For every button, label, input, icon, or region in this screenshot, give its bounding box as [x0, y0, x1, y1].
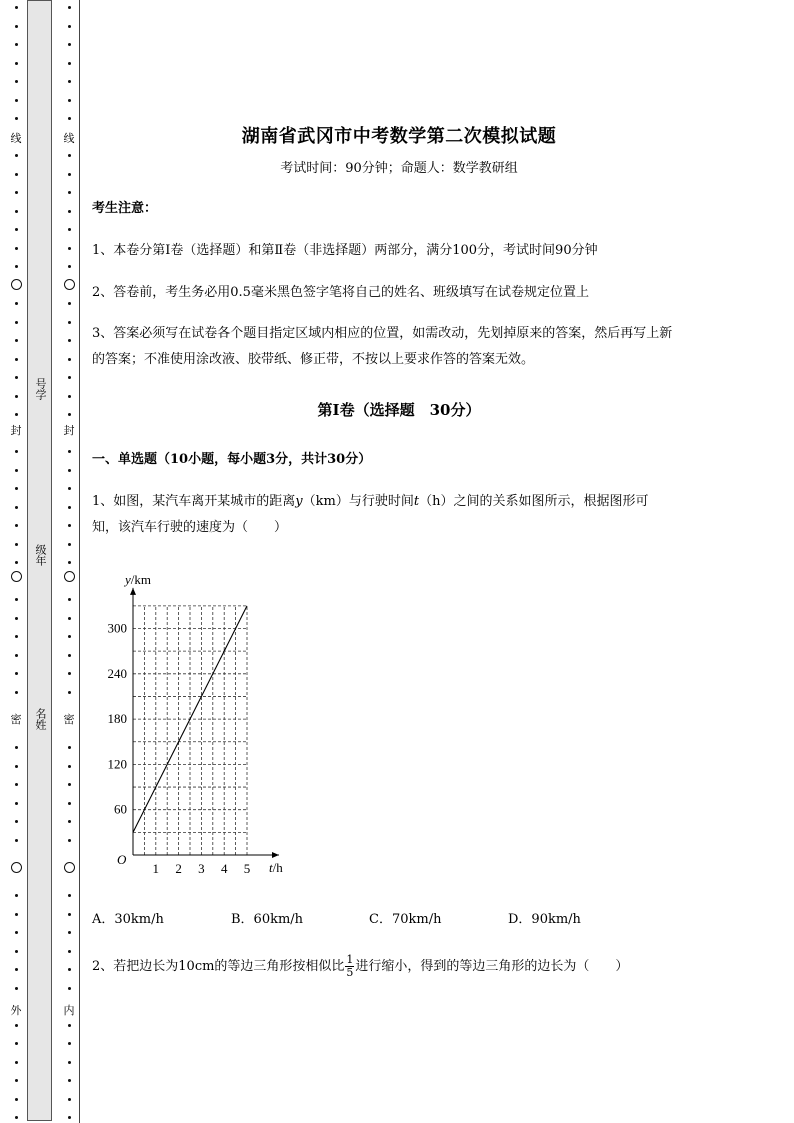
- notice-item: 2、答卷前，考生务必用0.5毫米黑色签字笔将自己的姓名、班级填写在试卷规定位置上: [92, 285, 589, 300]
- binding-dot: [68, 154, 71, 157]
- binding-dot: [15, 1042, 18, 1045]
- binding-dot: [68, 506, 71, 509]
- binding-dot: [68, 173, 71, 176]
- binding-dot: [68, 598, 71, 601]
- binding-mark: 线: [63, 132, 75, 145]
- binding-dot: [68, 80, 71, 83]
- binding-dot: [68, 950, 71, 953]
- option-c[interactable]: C．70km/h: [369, 912, 442, 927]
- binding-dot: [15, 598, 18, 601]
- distance-time-chart: [100, 562, 300, 882]
- binding-dot: [68, 265, 71, 268]
- option-a[interactable]: A．30km/h: [92, 912, 164, 927]
- circle-icon: [64, 862, 75, 873]
- binding-dot: [68, 561, 71, 564]
- circle-icon: [11, 571, 22, 582]
- x-axis-arrow: [272, 852, 279, 858]
- section-title: 第I卷（选择题 30分）: [317, 401, 481, 419]
- circle-icon: [11, 862, 22, 873]
- binding-dot: [68, 524, 71, 527]
- binding-dot: [15, 43, 18, 46]
- binding-dot: [15, 25, 18, 28]
- binding-dot: [68, 765, 71, 768]
- binding-mark: 封: [10, 424, 22, 437]
- binding-dot: [15, 302, 18, 305]
- binding-dot: [68, 228, 71, 231]
- binding-dot: [68, 487, 71, 490]
- binding-dot: [15, 654, 18, 657]
- y-tick-label: 240: [107, 665, 127, 681]
- y-tick-label: 180: [107, 711, 127, 727]
- binding-dot: [15, 543, 18, 546]
- notice-item: 1、本卷分第I卷（选择题）和第Ⅱ卷（非选择题）两部分，满分100分，考试时间90分钟: [92, 243, 598, 258]
- binding-dot: [15, 617, 18, 620]
- fraction: $\frac{1}{5}$: [346, 953, 354, 979]
- option-d[interactable]: D．90km/h: [508, 912, 581, 927]
- binding-dot: [15, 839, 18, 842]
- binding-mark: 线: [10, 132, 22, 145]
- binding-dot: [68, 913, 71, 916]
- binding-dot: [15, 450, 18, 453]
- question-1-text-cont: 知，该汽车行驶的速度为（ ）: [92, 520, 288, 535]
- binding-dot: [68, 1061, 71, 1064]
- binding-dot: [68, 358, 71, 361]
- binding-dot: [15, 802, 18, 805]
- circle-icon: [11, 279, 22, 290]
- binding-dot: [15, 80, 18, 83]
- binding-dot: [15, 228, 18, 231]
- binding-margin: [0, 0, 82, 1123]
- binding-dot: [15, 1116, 18, 1119]
- binding-dot: [68, 302, 71, 305]
- circle-icon: [64, 279, 75, 290]
- notice-heading: 考生注意：: [92, 201, 158, 216]
- binding-dot: [68, 635, 71, 638]
- binding-dot: [15, 968, 18, 971]
- binding-dot: [15, 987, 18, 990]
- binding-dot: [15, 191, 18, 194]
- exam-info: 考试时间：90分钟；命题人：数学教研组: [280, 161, 518, 176]
- x-tick-label: 2: [175, 861, 182, 876]
- binding-dot: [68, 931, 71, 934]
- binding-dot: [68, 6, 71, 9]
- binding-dot: [68, 321, 71, 324]
- y-tick-label: 300: [107, 620, 127, 636]
- binding-dot: [15, 783, 18, 786]
- binding-dot: [15, 746, 18, 749]
- binding-dot: [68, 543, 71, 546]
- binding-dot: [15, 1079, 18, 1082]
- question-2-text: 2、若把边长为10cm的等边三角形按相似比 $\frac{1}{5}$ 进行缩小，得到的等边三角形的边长为（ ）: [92, 953, 629, 979]
- binding-dot: [15, 6, 18, 9]
- binding-dot: [68, 469, 71, 472]
- binding-dot: [15, 154, 18, 157]
- binding-dot: [68, 672, 71, 675]
- binding-dot: [15, 99, 18, 102]
- binding-dot: [68, 617, 71, 620]
- binding-dot: [68, 691, 71, 694]
- binding-dot: [15, 339, 18, 342]
- outer-dotted-line: [9, 0, 23, 1123]
- class-label: 级年: [34, 544, 47, 566]
- binding-dot: [68, 191, 71, 194]
- binding-dot: [15, 931, 18, 934]
- binding-dot: [15, 561, 18, 564]
- binding-mark: 密: [63, 713, 75, 726]
- binding-dot: [68, 1024, 71, 1027]
- binding-dot: [68, 450, 71, 453]
- binding-dot: [68, 1079, 71, 1082]
- x-tick-label: 4: [220, 861, 228, 876]
- binding-dot: [15, 247, 18, 250]
- binding-mark: 内: [63, 1004, 75, 1017]
- circle-icon: [64, 571, 75, 582]
- question-1-options: [92, 908, 712, 930]
- binding-dot: [15, 672, 18, 675]
- binding-dot: [68, 894, 71, 897]
- notice-item: 的答案；不准使用涂改液、胶带纸、修正带，不按以上要求作答的答案无效。: [92, 352, 535, 367]
- binding-dot: [15, 487, 18, 490]
- x-tick-label: 1: [152, 861, 160, 876]
- binding-dot: [68, 968, 71, 971]
- binding-dot: [15, 506, 18, 509]
- binding-dot: [15, 173, 18, 176]
- binding-line: [79, 0, 80, 1123]
- binding-dot: [68, 1042, 71, 1045]
- option-b[interactable]: B．60km/h: [231, 912, 304, 927]
- binding-dot: [68, 117, 71, 120]
- binding-dot: [15, 820, 18, 823]
- name-label: 名姓: [34, 708, 47, 730]
- y-axis-label: y/km: [125, 571, 152, 587]
- y-axis-arrow: [130, 588, 136, 595]
- binding-dot: [68, 25, 71, 28]
- binding-dot: [68, 987, 71, 990]
- binding-dot: [15, 376, 18, 379]
- binding-dot: [68, 62, 71, 65]
- binding-mark: 封: [63, 424, 75, 437]
- binding-dot: [68, 783, 71, 786]
- binding-mark: 外: [10, 1004, 22, 1017]
- binding-mark: 密: [10, 713, 22, 726]
- inner-dotted-line: [62, 0, 76, 1123]
- x-tick-label: 3: [198, 861, 205, 876]
- binding-dot: [68, 210, 71, 213]
- binding-dot: [68, 339, 71, 342]
- binding-dot: [15, 894, 18, 897]
- binding-dot: [15, 765, 18, 768]
- binding-dot: [15, 1061, 18, 1064]
- binding-dot: [15, 691, 18, 694]
- student-id-label: 号学: [34, 378, 47, 400]
- binding-dot: [68, 820, 71, 823]
- binding-dot: [68, 654, 71, 657]
- binding-dot: [15, 413, 18, 416]
- question-1-text: 1、如图，某汽车离开某城市的距离y（km）与行驶时间t（h）之间的关系如图所示，根据图形可: [92, 494, 649, 509]
- binding-dot: [15, 1024, 18, 1027]
- binding-dot: [15, 62, 18, 65]
- binding-dot: [68, 839, 71, 842]
- y-tick-label: 120: [107, 756, 127, 772]
- binding-dot: [15, 265, 18, 268]
- y-tick-label: 60: [114, 801, 127, 817]
- notice-item: 3、答案必须写在试卷各个题目指定区域内相应的位置，如需改动，先划掉原来的答案，然后再写上新: [92, 326, 673, 341]
- page-title: 湖南省武冈市中考数学第二次模拟试题: [241, 126, 557, 147]
- x-axis-label: t/h: [269, 860, 283, 875]
- binding-dot: [68, 746, 71, 749]
- binding-dot: [15, 358, 18, 361]
- binding-dot: [15, 950, 18, 953]
- binding-dot: [15, 321, 18, 324]
- part-heading: 一、单选题（10小题，每小题3分，共计30分）: [92, 452, 372, 467]
- binding-dot: [68, 413, 71, 416]
- binding-dot: [68, 376, 71, 379]
- binding-dot: [68, 802, 71, 805]
- binding-dot: [15, 395, 18, 398]
- binding-dot: [15, 635, 18, 638]
- binding-dot: [68, 247, 71, 250]
- binding-dot: [68, 395, 71, 398]
- binding-dot: [15, 117, 18, 120]
- binding-dot: [15, 210, 18, 213]
- binding-dot: [15, 1098, 18, 1101]
- binding-dot: [68, 43, 71, 46]
- binding-dot: [68, 1098, 71, 1101]
- binding-dot: [68, 1116, 71, 1119]
- x-tick-label: 5: [243, 861, 251, 876]
- binding-dot: [68, 99, 71, 102]
- binding-dot: [15, 913, 18, 916]
- origin-label: O: [117, 852, 127, 867]
- binding-dot: [15, 524, 18, 527]
- binding-dot: [15, 469, 18, 472]
